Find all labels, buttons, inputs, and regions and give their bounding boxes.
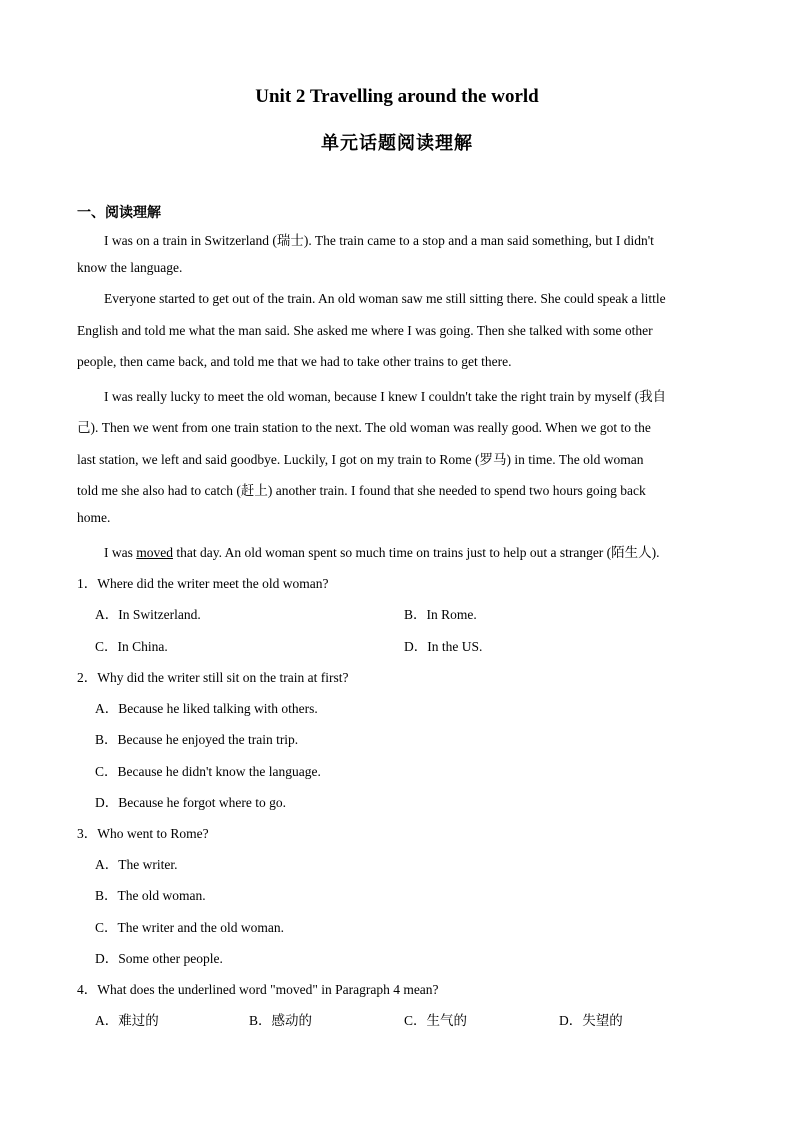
answer-option: B．The old woman. (95, 888, 206, 903)
answer-option: C．Because he didn't know the language. (95, 764, 321, 779)
answer-option: A．难过的 (95, 1013, 159, 1028)
answer-option: D．In the US. (404, 639, 483, 654)
page-title: Unit 2 Travelling around the world (255, 86, 539, 107)
underlined-word: moved (136, 545, 173, 560)
passage-line (104, 541, 660, 561)
passage-text: that day. An old woman spent so much time on trains just to help out a stranger (陌生人). (173, 545, 660, 560)
passage-line: I was really lucky to meet the old woman, because I knew I couldn't take the right train by myself (我自 (104, 389, 667, 404)
passage-line: English and told me what the man said. She asked me where I was going. Then she talked with some other (77, 323, 653, 338)
question-stem: 3．Who went to Rome? (77, 826, 209, 841)
answer-option: A．The writer. (95, 857, 178, 872)
answer-option: B．In Rome. (404, 607, 477, 622)
question-stem: 2．Why did the writer still sit on the train at first? (77, 670, 349, 685)
answer-option: D．Because he forgot where to go. (95, 795, 286, 810)
answer-option: C．生气的 (404, 1013, 468, 1028)
passage-line: told me she also had to catch (赶上) another train. I found that she needed to spend two hours going back (77, 483, 646, 498)
page-subtitle: 单元话题阅读理解 (321, 133, 473, 154)
answer-option: B．Because he enjoyed the train trip. (95, 732, 299, 747)
question-stem: 4．What does the underlined word "moved" in Paragraph 4 mean? (77, 982, 439, 997)
passage-line: know the language. (77, 260, 183, 275)
answer-option: D．Some other people. (95, 951, 223, 966)
passage-line: people, then came back, and told me that we had to take other trains to get there. (77, 354, 512, 369)
question-stem: 1．Where did the writer meet the old woman? (77, 576, 329, 591)
answer-option: A．Because he liked talking with others. (95, 701, 318, 716)
answer-option: B．感动的 (249, 1013, 313, 1028)
answer-option: D．失望的 (559, 1013, 623, 1028)
section-heading: 一、阅读理解 (77, 205, 161, 221)
answer-option: C．In China. (95, 639, 168, 654)
passage-line: 己). Then we went from one train station to the next. The old woman was really good. When we got to the (77, 420, 651, 435)
passage-line: home. (77, 510, 111, 525)
passage-line: last station, we left and said goodbye. Luckily, I got on my train to Rome (罗马) in time. The old woman (77, 452, 644, 467)
passage-line: I was on a train in Switzerland (瑞士). The train came to a stop and a man said something, but I didn't (104, 233, 654, 248)
passage-text: I was (104, 545, 137, 560)
answer-option: A．In Switzerland. (95, 607, 201, 622)
passage-line: Everyone started to get out of the train. An old woman saw me still sitting there. She could speak a little (104, 291, 666, 306)
answer-option: C．The writer and the old woman. (95, 920, 284, 935)
